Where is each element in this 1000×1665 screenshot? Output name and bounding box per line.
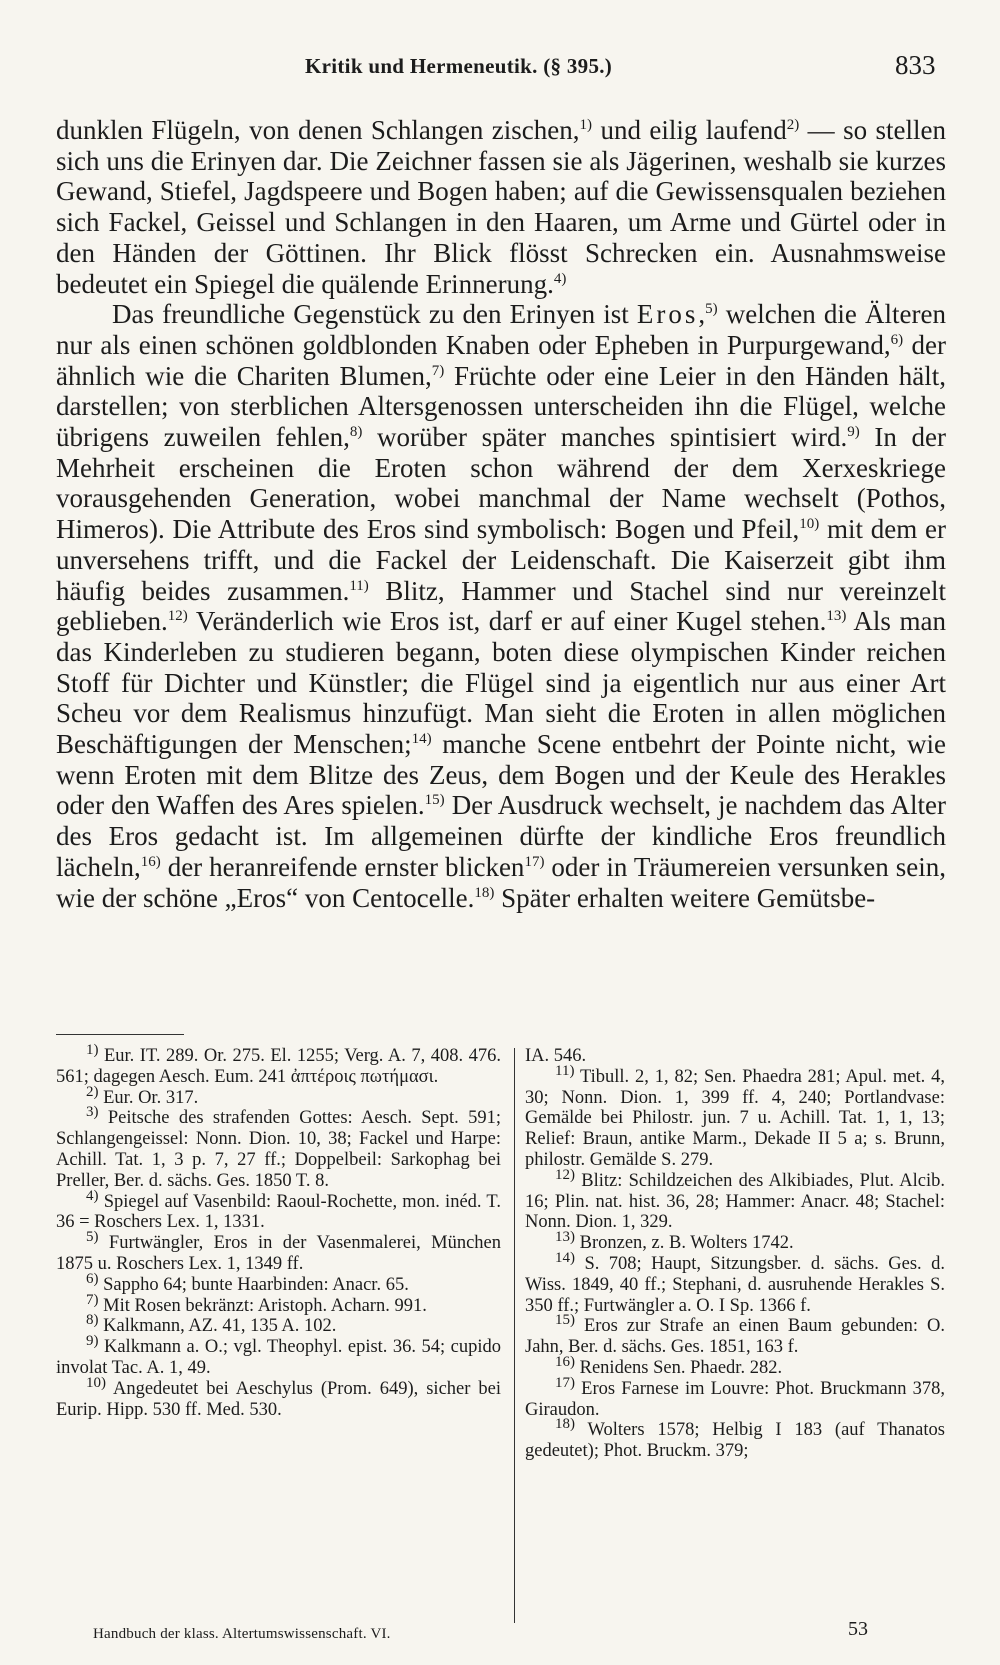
- footnotes-right-column: [525, 1046, 945, 1462]
- footnote-ref: 18): [474, 884, 495, 901]
- footnote-text: Eur. Or. 317.: [98, 1087, 199, 1108]
- footnote-ref: 17): [524, 853, 545, 870]
- text-run: Der Ausdruck wechselt, je nachdem das Alter des Eros gedacht ist. Im allgemeinen dürfte der kindliche Eros freundlich lächeln,: [56, 790, 947, 882]
- text-run: manche Scene entbehrt der Pointe nicht, wie wenn Eroten mit dem Blitze des Zeus, dem Bogen und der Keule des Herakles oder den Waffen des Ares spielen.: [56, 729, 946, 821]
- footnote-mark: 8): [86, 1312, 99, 1329]
- footnote-mark: 11): [555, 1062, 575, 1079]
- footnote-16: [525, 1353, 945, 1379]
- footnote-ref: 13): [826, 608, 847, 625]
- footnote-ref: 16): [140, 853, 161, 870]
- footnote-2: [56, 1083, 501, 1109]
- footnote-18: [525, 1416, 945, 1462]
- footnote-text: Furtwängler, Eros in der Vasenmalerei, München 1875 u. Roschers Lex. 1, 1349 ff.: [56, 1233, 501, 1274]
- footnote-ref: 5): [705, 301, 718, 318]
- footnote-mark: 12): [555, 1166, 575, 1183]
- footnote-ref: 2): [786, 117, 800, 133]
- footnote-8: [56, 1312, 501, 1337]
- emphasis-eros: Eros: [636, 299, 699, 330]
- footnote-mark: 15): [555, 1312, 575, 1329]
- footnote-6: [56, 1270, 501, 1296]
- footnote-15: [525, 1312, 945, 1358]
- text-run: und eilig laufend: [592, 115, 787, 145]
- footnote-10: [56, 1374, 501, 1421]
- main-text: [56, 115, 946, 913]
- text-run: Veränderlich wie Eros ist, darf er auf einer Kugel stehen.: [187, 606, 827, 637]
- footnote-text: Peitsche des strafenden Gottes: Aesch. Sept. 591; Schlangengeissel: Nonn. Dion. 10, 38; Fackel und Harpe: Achill. Tat. 1, 3 p. 7, 27 ff.; Doppelbeil: Sarkophag bei Preller, Ber. d. sächs. Ges. 1850 T. 8.: [56, 1108, 501, 1191]
- text-run: Später erhalten weitere Gemütsbe-: [494, 882, 876, 913]
- footnote-text: S. 708; Haupt, Sitzungsber. d. sächs. Ges. d. Wiss. 1849, 40 ff.; Stephani, d. ausruhende Herakles S. 350 ff.; Furtwängler a. O. I Sp. 1366 f.: [525, 1253, 945, 1316]
- footnote-11: [525, 1062, 945, 1171]
- page-number: 833: [895, 50, 936, 80]
- footnote-ref: 7): [431, 362, 445, 379]
- footnote-text: Eros zur Strafe an einen Baum gebunden: O. Jahn, Ber. d. sächs. Ges. 1851, 163 f.: [525, 1316, 945, 1358]
- footnote-mark: 18): [555, 1416, 575, 1433]
- text-run: welchen die Älteren nur als einen schönen goldblonden Knaben oder Epheben in Purpurgewand,: [56, 299, 946, 360]
- footnote-mark: 2): [86, 1083, 99, 1100]
- footnote-text: Eros Farnese im Louvre: Phot. Bruckmann 378, Giraudon.: [525, 1378, 945, 1420]
- footnote-rule: [56, 1034, 184, 1035]
- footnote-text: Spiegel auf Vasenbild: Raoul-Rochette, mon. inéd. T. 36 = Roschers Lex. 1, 1331.: [56, 1191, 501, 1233]
- footnote-ref: 4): [553, 270, 567, 287]
- footnote-9: [56, 1333, 501, 1379]
- footnote-ref: 15): [424, 792, 445, 809]
- footnote-text: Mit Rosen bekränzt: Aristoph. Acharn. 991.: [98, 1295, 427, 1316]
- page-footer: [0, 1618, 1000, 1648]
- footnote-mark: 14): [555, 1249, 575, 1266]
- footnote-text: Bronzen, z. B. Wolters 1742.: [575, 1233, 794, 1254]
- running-head: Kritik und Hermeneutik. (§ 395.): [305, 54, 613, 78]
- text-run: Früchte oder eine Leier in den Händen hält, darstellen; von sterblichen Altersgenossen unterscheiden ihn die Flügel, welche übrigens zuweilen fehlen,: [56, 360, 946, 453]
- footnotes-left-column: [56, 1041, 501, 1420]
- footnote-13: [525, 1229, 945, 1254]
- footnote-mark: 4): [86, 1187, 99, 1204]
- footnote-mark: 3): [86, 1104, 99, 1121]
- text-run: worüber später manches spintisiert wird.: [362, 422, 848, 453]
- text-run: — so stellen sich uns die Erinyen dar. Die Zeichner fassen sie als Jägerinen, weshalb sie kurzes Gewand, Stiefel, Jagdspeere und Bogen haben; auf die Gewissensqualen beziehen sich Fackel, Geissel und Schlangen in den Haaren, um Arme und Gürtel oder in den Händen der Göttinen. Ihr Blick flösst Schrecken ein. Ausnahmsweise bedeutet ein Spiegel die quälende Erinnerung.: [56, 115, 946, 299]
- text-run: oder in Träumereien versunken sein, wie der schöne „Eros“ von Centocelle.: [56, 851, 946, 913]
- footnote-mark: 9): [86, 1333, 99, 1349]
- text-run: In der Mehrheit erscheinen die Eroten schon während der dem Xerxeskriege vorausgehenden Generation, wobei manchmal der Name wechselt (Pothos, Himeros). Die Attribute des Eros sind symbolisch: Bogen und Pfeil,: [56, 422, 946, 545]
- footnote-text: Angedeutet bei Aeschylus (Prom. 649), sicher bei Eurip. Hipp. 530 ff. Med. 530.: [56, 1378, 501, 1420]
- footnote-continuation: IA. 546.: [525, 1046, 587, 1066]
- footnote-mark: 5): [86, 1229, 99, 1246]
- text-run: Blitz, Hammer und Stachel sind nur vereinzelt geblieben.: [56, 575, 947, 637]
- footnote-mark: 7): [86, 1291, 99, 1308]
- paragraph-1: [56, 115, 946, 299]
- footnote-5: [56, 1229, 501, 1275]
- footnote-text: Eur. IT. 289. Or. 275. El. 1255; Verg. A. 7, 408. 476. 561; dagegen Aesch. Eum. 241 ἀπτέροις πωτήμασι.: [56, 1046, 501, 1087]
- column-divider: [514, 1048, 515, 1623]
- footnote-14: [525, 1249, 945, 1316]
- footnote-mark: 1): [86, 1041, 99, 1058]
- footnote-ref: 8): [349, 424, 363, 441]
- footnote-ref: 11): [349, 577, 369, 594]
- text-run: Das freundliche Gegenstück zu den Erinyen ist: [112, 299, 637, 330]
- signature-mark: 53: [848, 1618, 868, 1640]
- footnote-mark: 13): [555, 1229, 575, 1246]
- footnote-ref: 1): [579, 117, 593, 133]
- paragraph-2: [56, 299, 946, 913]
- text-run: dunklen Flügeln, von denen Schlangen zischen,: [56, 115, 580, 145]
- footnote-3: [56, 1104, 501, 1191]
- footnote-1: [56, 1041, 501, 1088]
- footnote-mark: 10): [86, 1374, 106, 1391]
- text-run: ,: [698, 299, 706, 330]
- footnote-text: Kalkmann, AZ. 41, 135 A. 102.: [98, 1316, 337, 1337]
- page-header: [0, 50, 1000, 90]
- footnote-17: [525, 1374, 945, 1421]
- footnote-ref: 9): [847, 424, 860, 441]
- footnote-mark: 17): [555, 1374, 575, 1391]
- footnote-text: Wolters 1578; Helbig I 183 (auf Thanatos gedeutet); Phot. Bruckm. 379;: [525, 1420, 945, 1462]
- footer-title: Handbuch der klass. Altertumswissenschaft. VI.: [93, 1626, 391, 1642]
- footnote-ref: 6): [890, 331, 904, 348]
- footnote-7: [56, 1291, 501, 1317]
- footnote-12: [525, 1166, 945, 1233]
- footnote-text: Tibull. 2, 1, 82; Sen. Phaedra 281; Apul. met. 4, 30; Nonn. Dion. 1, 399 ff. 4, 240; Portlandvase: Gemälde bei Philostr. jun. 7 u. Achill. Tat. 1, 1, 13; Relief: Braun, antike Marm., Dekade II 5 a; s. Brunn, philostr. Gemälde S. 279.: [525, 1066, 945, 1170]
- footnote-ref: 14): [411, 731, 432, 748]
- footnote-mark: 16): [555, 1353, 575, 1370]
- text-run: der ähnlich wie die Chariten Blumen,: [56, 329, 946, 391]
- text-run: Als man das Kinderleben zu studieren begann, boten diese olympischen Kinder reichen Stoff für Dichter und Künstler; die Flügel sind ja eigentlich nur aus einer Art Scheu vor dem Realismus hinzufügt. Man sieht die Eroten in allen möglichen Beschäftigungen der Menschen;: [56, 606, 946, 760]
- footnote-text: Blitz: Schildzeichen des Alkibiades, Plut. Alcib. 16; Plin. nat. hist. 36, 28; Hammer: Anacr. 48; Stachel: Nonn. Dion. 1, 329.: [525, 1170, 945, 1233]
- footnote-ref: 10): [799, 516, 820, 533]
- footnote-text: Kalkmann a. O.; vgl. Theophyl. epist. 36. 54; cupido involat Tac. A. 1, 49.: [56, 1337, 501, 1378]
- text-run: der heranreifende ernster blicken: [160, 851, 525, 882]
- footnote-mark: 6): [86, 1270, 99, 1287]
- footnote-text: Sappho 64; bunte Haarbinden: Anacr. 65.: [98, 1274, 409, 1295]
- footnote-text: Renidens Sen. Phaedr. 282.: [575, 1357, 783, 1378]
- text-run: mit dem er unversehens trifft, und die Fackel der Leidenschaft. Die Kaiserzeit gibt ihm häufig beides zusammen.: [56, 514, 947, 606]
- footnote-ref: 12): [167, 608, 188, 625]
- footnote-4: [56, 1187, 501, 1234]
